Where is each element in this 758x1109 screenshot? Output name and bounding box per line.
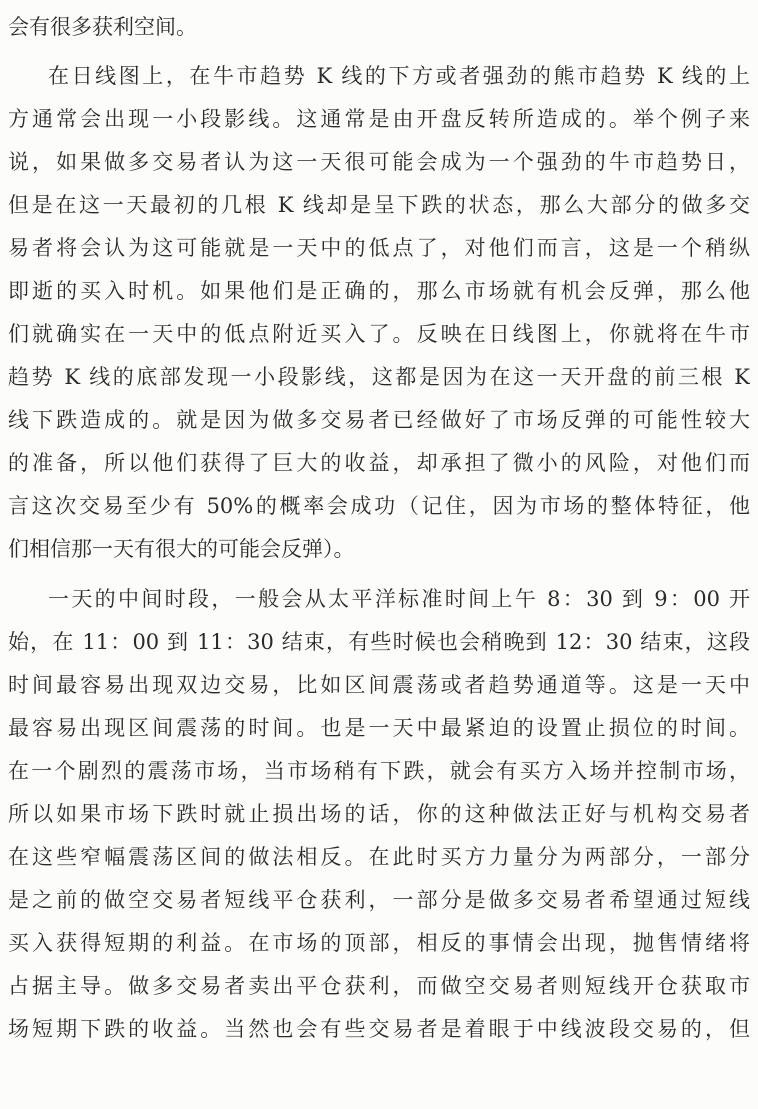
- text-line: 买入获得短期的利益。在市场的顶部，相反的事情会出现，抛售情绪将: [8, 931, 750, 955]
- text-line: 所以如果市场下跌时就止损出场的话，你的这种做法正好与机构交易者: [8, 802, 750, 826]
- text-line: 方通常会出现一小段影线。这通常是由开盘反转所造成的。举个例子来: [8, 107, 750, 131]
- text-line: 线下跌造成的。就是因为做多交易者已经做好了市场反弹的可能性较大: [8, 408, 750, 432]
- text-line: 即逝的买入时机。如果他们是正确的，那么市场就有机会反弹，那么他: [8, 279, 750, 303]
- text-line: 在这些窄幅震荡区间的做法相反。在此时买方力量分为两部分，一部分: [8, 845, 750, 869]
- text-line: 在一个剧烈的震荡市场，当市场稍有下跌，就会有买方入场并控制市场，: [8, 759, 750, 783]
- text-line: 易者将会认为这可能就是一天中的低点了，对他们而言，这是一个稍纵: [8, 236, 750, 260]
- text-line: 的准备，所以他们获得了巨大的收益，却承担了微小的风险，对他们而: [8, 451, 750, 475]
- text-line: 但是在这一天最初的几根 K 线却是呈下跌的状态，那么大部分的做多交: [8, 193, 750, 217]
- text-line: 们相信那一天有很大的可能会反弹）。: [8, 537, 355, 561]
- text-line: 一天的中间时段，一般会从太平洋标准时间上午 8：30 到 9：00 开: [48, 587, 750, 611]
- text-line: 始，在 11：00 到 11：30 结束，有些时候也会稍晚到 12：30 结束，这段: [8, 630, 750, 654]
- text-line: 时间最容易出现双边交易，比如区间震荡或者趋势通道等。这是一天中: [8, 673, 750, 697]
- text-line: 场短期下跌的收益。当然也会有些交易者是着眼于中线波段交易的，但: [8, 1017, 750, 1041]
- text-line: 们就确实在一天中的低点附近买入了。反映在日线图上，你就将在牛市: [8, 322, 750, 346]
- text-line: 趋势 K 线的底部发现一小段影线，这都是因为在这一天开盘的前三根 K: [8, 365, 750, 389]
- text-line: 是之前的做空交易者短线平仓获利，一部分是做多交易者希望通过短线: [8, 888, 750, 912]
- text-line: 说，如果做多交易者认为这一天很可能会成为一个强劲的牛市趋势日，: [8, 150, 750, 174]
- text-line: 最容易出现区间震荡的时间。也是一天中最紧迫的设置止损位的时间。: [8, 716, 750, 740]
- text-line: 言这次交易至少有 50%的概率会成功（记住，因为市场的整体特征，他: [8, 494, 750, 518]
- text-line: 占据主导。做多交易者卖出平仓获利，而做空交易者则短线开仓获取市: [8, 974, 750, 998]
- text-line: 在日线图上，在牛市趋势 K 线的下方或者强劲的熊市趋势 K 线的上: [48, 64, 750, 88]
- text-line: 会有很多获利空间。: [8, 15, 197, 39]
